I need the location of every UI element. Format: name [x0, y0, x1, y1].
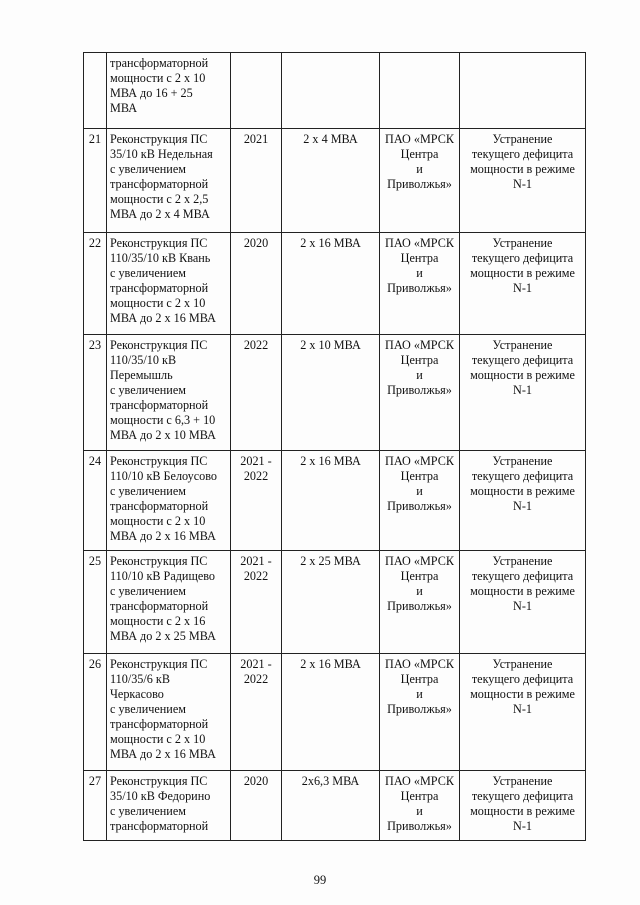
cell-num: 24	[84, 451, 107, 551]
cell-name: Реконструкция ПС 35/10 кВ Недельная с увеличением трансформаторной мощности с 2 х 2,5 МВА до 2 х 4 МВА	[107, 129, 231, 233]
table-row	[84, 335, 586, 451]
cell-purpose: Устранение текущего дефицита мощности в режиме N-1	[460, 129, 586, 233]
cell-power	[282, 53, 380, 129]
cell-purpose: Устранение текущего дефицита мощности в режиме N-1	[460, 451, 586, 551]
cell-num	[84, 53, 107, 129]
cell-year: 2020	[231, 233, 282, 335]
cell-purpose: Устранение текущего дефицита мощности в режиме N-1	[460, 233, 586, 335]
table-row	[84, 771, 586, 841]
cell-year: 2022	[231, 335, 282, 451]
cell-org: ПАО «МРСК Центра и Приволжья»	[380, 335, 460, 451]
table-row	[84, 551, 586, 654]
cell-org	[380, 53, 460, 129]
cell-name: Реконструкция ПС 110/35/6 кВ Черкасово с увеличением трансформаторной мощности с 2 х 10 МВА до 2 х 16 МВА	[107, 654, 231, 771]
cell-year: 2021	[231, 129, 282, 233]
cell-year: 2021 - 2022	[231, 551, 282, 654]
cell-power: 2 х 25 МВА	[282, 551, 380, 654]
cell-org: ПАО «МРСК Центра и Приволжья»	[380, 451, 460, 551]
cell-power: 2 х 10 МВА	[282, 335, 380, 451]
projects-table	[83, 52, 586, 841]
table-row	[84, 129, 586, 233]
cell-power: 2 х 16 МВА	[282, 654, 380, 771]
cell-purpose: Устранение текущего дефицита мощности в режиме N-1	[460, 335, 586, 451]
cell-year: 2020	[231, 771, 282, 841]
cell-year: 2021 - 2022	[231, 654, 282, 771]
cell-power: 2 х 16 МВА	[282, 233, 380, 335]
cell-purpose: Устранение текущего дефицита мощности в режиме N-1	[460, 654, 586, 771]
cell-org: ПАО «МРСК Центра и Приволжья»	[380, 233, 460, 335]
table-row	[84, 451, 586, 551]
cell-num: 27	[84, 771, 107, 841]
page-number: 99	[313, 873, 327, 887]
table-row	[84, 233, 586, 335]
cell-purpose	[460, 53, 586, 129]
cell-num: 23	[84, 335, 107, 451]
cell-name: Реконструкция ПС 110/35/10 кВ Перемышль с увеличением трансформаторной мощности с 6,3 + 10 МВА до 2 х 10 МВА	[107, 335, 231, 451]
cell-name: Реконструкция ПС 110/10 кВ Радищево с увеличением трансформаторной мощности с 2 х 16 МВА до 2 х 25 МВА	[107, 551, 231, 654]
cell-power: 2 х 16 МВА	[282, 451, 380, 551]
cell-org: ПАО «МРСК Центра и Приволжья»	[380, 654, 460, 771]
cell-purpose: Устранение текущего дефицита мощности в режиме N-1	[460, 771, 586, 841]
cell-num: 21	[84, 129, 107, 233]
table-row	[84, 654, 586, 771]
cell-year: 2021 - 2022	[231, 451, 282, 551]
cell-name: Реконструкция ПС 35/10 кВ Федорино с увеличением трансформаторной	[107, 771, 231, 841]
cell-num: 22	[84, 233, 107, 335]
cell-power: 2х6,3 МВА	[282, 771, 380, 841]
cell-org: ПАО «МРСК Центра и Приволжья»	[380, 771, 460, 841]
cell-purpose: Устранение текущего дефицита мощности в режиме N-1	[460, 551, 586, 654]
cell-org: ПАО «МРСК Центра и Приволжья»	[380, 129, 460, 233]
cell-power: 2 х 4 МВА	[282, 129, 380, 233]
table-row-continuation	[84, 53, 586, 129]
cell-name: Реконструкция ПС 110/35/10 кВ Квань с увеличением трансформаторной мощности с 2 х 10 МВА до 2 х 16 МВА	[107, 233, 231, 335]
cell-org: ПАО «МРСК Центра и Приволжья»	[380, 551, 460, 654]
cell-name: Реконструкция ПС 110/10 кВ Белоусово с увеличением трансформаторной мощности с 2 х 10 МВА до 2 х 16 МВА	[107, 451, 231, 551]
cell-num: 26	[84, 654, 107, 771]
cell-year	[231, 53, 282, 129]
cell-name: трансформаторной мощности с 2 х 10 МВА до 16 + 25 МВА	[107, 53, 231, 129]
cell-num: 25	[84, 551, 107, 654]
